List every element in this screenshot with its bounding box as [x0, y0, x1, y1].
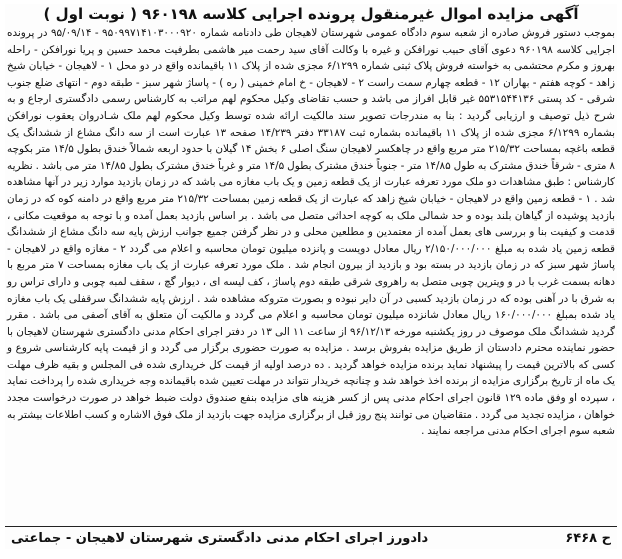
notice-footer [5, 526, 617, 549]
legal-notice [5, 4, 617, 549]
notice-title: آگهی مزایده اموال غیرمنقول پرونده اجرایی کلاسه ۹۶۰۱۹۸ ( نوبت اول ) [43, 5, 579, 23]
notice-body: بموجب دستور فروش صادره از شعبه سوم دادگاه عمومی شهرستان لاهیجان طی دادنامه شماره ۹۵۰۹۹۷۱۴۱۰۳۰۰۰۹۲۰ - ۹۵/۰۹/۱۴ در پرونده اجرایی کلاسه ۹۶۰۱۹۸ دعوی آقای حبیب نورافکن و غیره با وکالت آقای سید رحمت میر هاشمی بطرفیت محمد حسین و پریا نورافکن - راحله بهروز و مکرم محتشمی به خواسته فروش پلاک ثبتی شماره ۶/۱۲۹۹ مجزی شده از پلاک ۱۱ باقیمانده واقع در دو محل ۱ - لاهیجان - خیابان شیخ زاهد - کوچه هفتم - بهاران ۱۲ - قطعه چهارم سمت راست ۲ - لاهیجان - خ امام خمینی ( ره ) - پاساژ شهر سبز - طبقه دوم - انتهای ضلع جنوب شرقی - کد پستی ۵۵۳۱۵۴۴۱۳۶ غیر قابل افراز می باشد و حسب تقاضای وکیل محکوم لهم مراتب به کارشناس رسمی دادگستری ارجاع و به شرح ذیل توصیف و ارزیابی گردید : بنا به مندرجات تصویر سند مالکیت ارائه شده توسط وکیل محکوم لهم ملک شـادروان یعقوب نورافکن بشماره ۶/۱۲۹۹ مجزی شده از پلاک ۱۱ باقیمانده بشماره ثبت ۳۳۱۸۷ دفتر ۱۴/۲۳۹ صفحه ۱۳ عبارت است از سه دانگ مشاع از ششدانگ یک قطعه باغچه بمساحت ۲۱۵/۳۲ متر مربع واقع در چاهکسر لاهیجان سنگ اصلی ۶ بخش ۱۴ گیلان با حدود اربعه شمالاً خندق بطول ۱۴/۵ متر بکوچه ۸ متری - شرقاً خندق مشترک به طول ۱۴/۸۵ متر - جنوباً خندق مشترک بطول ۱۴/۵ متر و غرباً خندق مشترک بطول ۱۴/۸۵ متر می باشد . نظریه کارشناس : طبق مشاهدات دو ملک مورد تعرفه عبارت از یک قطعه زمین و یک باب مغازه می باشد که در زمان بازدید موارد زیر در آنها مشاهده شد . ۱ - قطعه زمین واقع در لاهیجان - خیابان شیخ زاهد که عبارت از یک قطعه زمین بمساحت ۲۱۵/۳۲ متر مربع واقع در دامنه کوه که در زمان بازدید پوشیده از گیاهان بلند بوده و حد شمالی ملک به کوچه احداثی متصل می باشد . بر اساس بازدید بعمل آمده و با توجه به موقعیت مکانی ، قدمت و کیفیت بنا و بررسی های بعمل آمده از معتمدین و مطلعین محلی و در نظر گرفتن جمیع جوانب ارزش پایه سه دانگ مشاع از ششدانگ قطعه زمین یاد شده به مبلغ ۲/۱۵۰/۰۰۰/۰۰۰ ریال معادل دویست و پانزده میلیون تومان محاسبه و اعلام می گردد ۲ - مغازه واقع در لاهیجان - پاساژ شهر سبز که در زمان بازدید در بسته بود و بازدید از بیرون انجام شد . ملک مورد تعرفه عبارت از یک باب مغازه بمساحت ۷ متر مربع با دهانه بسمت غرب با در و ویترین چوبی متصل به راهروی شرقی طبقه دوم پاساژ ، کف لیسه ای ، دیوار گچ ، سقف لمبه چوبی و دارای تراس رو به شرق با در آهنی بوده که در زمان بازدید کسبی در آن دایر نبوده و بصورت متروکه مشاهده شد . ارزش پایه ششدانگ سرقفلی یک باب مغازه یاد شده بمبلغ ۱۶۰/۰۰۰/۰۰۰ ریال معادل شانزده میلیون تومان محاسبه و اعلام می گردد و مالکیت آن متعلق به آقای آصفی می باشد . مقرر گردید ششدانگ ملک موصوف در روز یکشنبه مورخه ۹۶/۱۲/۱۳ از ساعت ۱۱ الی ۱۳ در دفتر اجرای احکام مدنی دادگستری شهرستان لاهیجان با حضور نماینده محترم دادستان از طریق مزایده بفروش برسد . مزایده به صورت حضوری برگزار می گردد و از قیمت پایه کارشناسی شروع و کسی که بالاترین قیمت را پیشنهاد نماید برنده مزایده خواهد گردید . ده درصد اولیه از قیمت کل خریداری شده فی المجلس و بقیه ظرف مهلت یک ماه از تاریخ برگزاری مزایده از برنده اخذ خواهد شد و چنانچه خریدار نتواند در مهلت تعیین شده باقیمانده وجه خریداری شده را پرداخت نماید ، سپرده او وفق ماده ۱۲۹ قانون اجرای احکام مدنی پس از کسر هزینه های مزایده بنفع صندوق دولت ضبط خواهد در صورت درخواست مجدد خواهان ، مزایده تجدید می گردد . متقاضیان می توانند پنج روز قبل از برگزاری مزایده جهت بازدید از ملک فوق الاشاره و کسب اطلاعات بیشتر به شعبه سوم اجرای احکام مدنی مراجعه نمایند . [7, 27, 616, 438]
notice-issuer: دادورز اجرای احکام مدنی دادگستری شهرستان لاهیجان - جماعتی [11, 530, 429, 546]
notice-code: ح ۶۴۶۸ [565, 530, 611, 546]
